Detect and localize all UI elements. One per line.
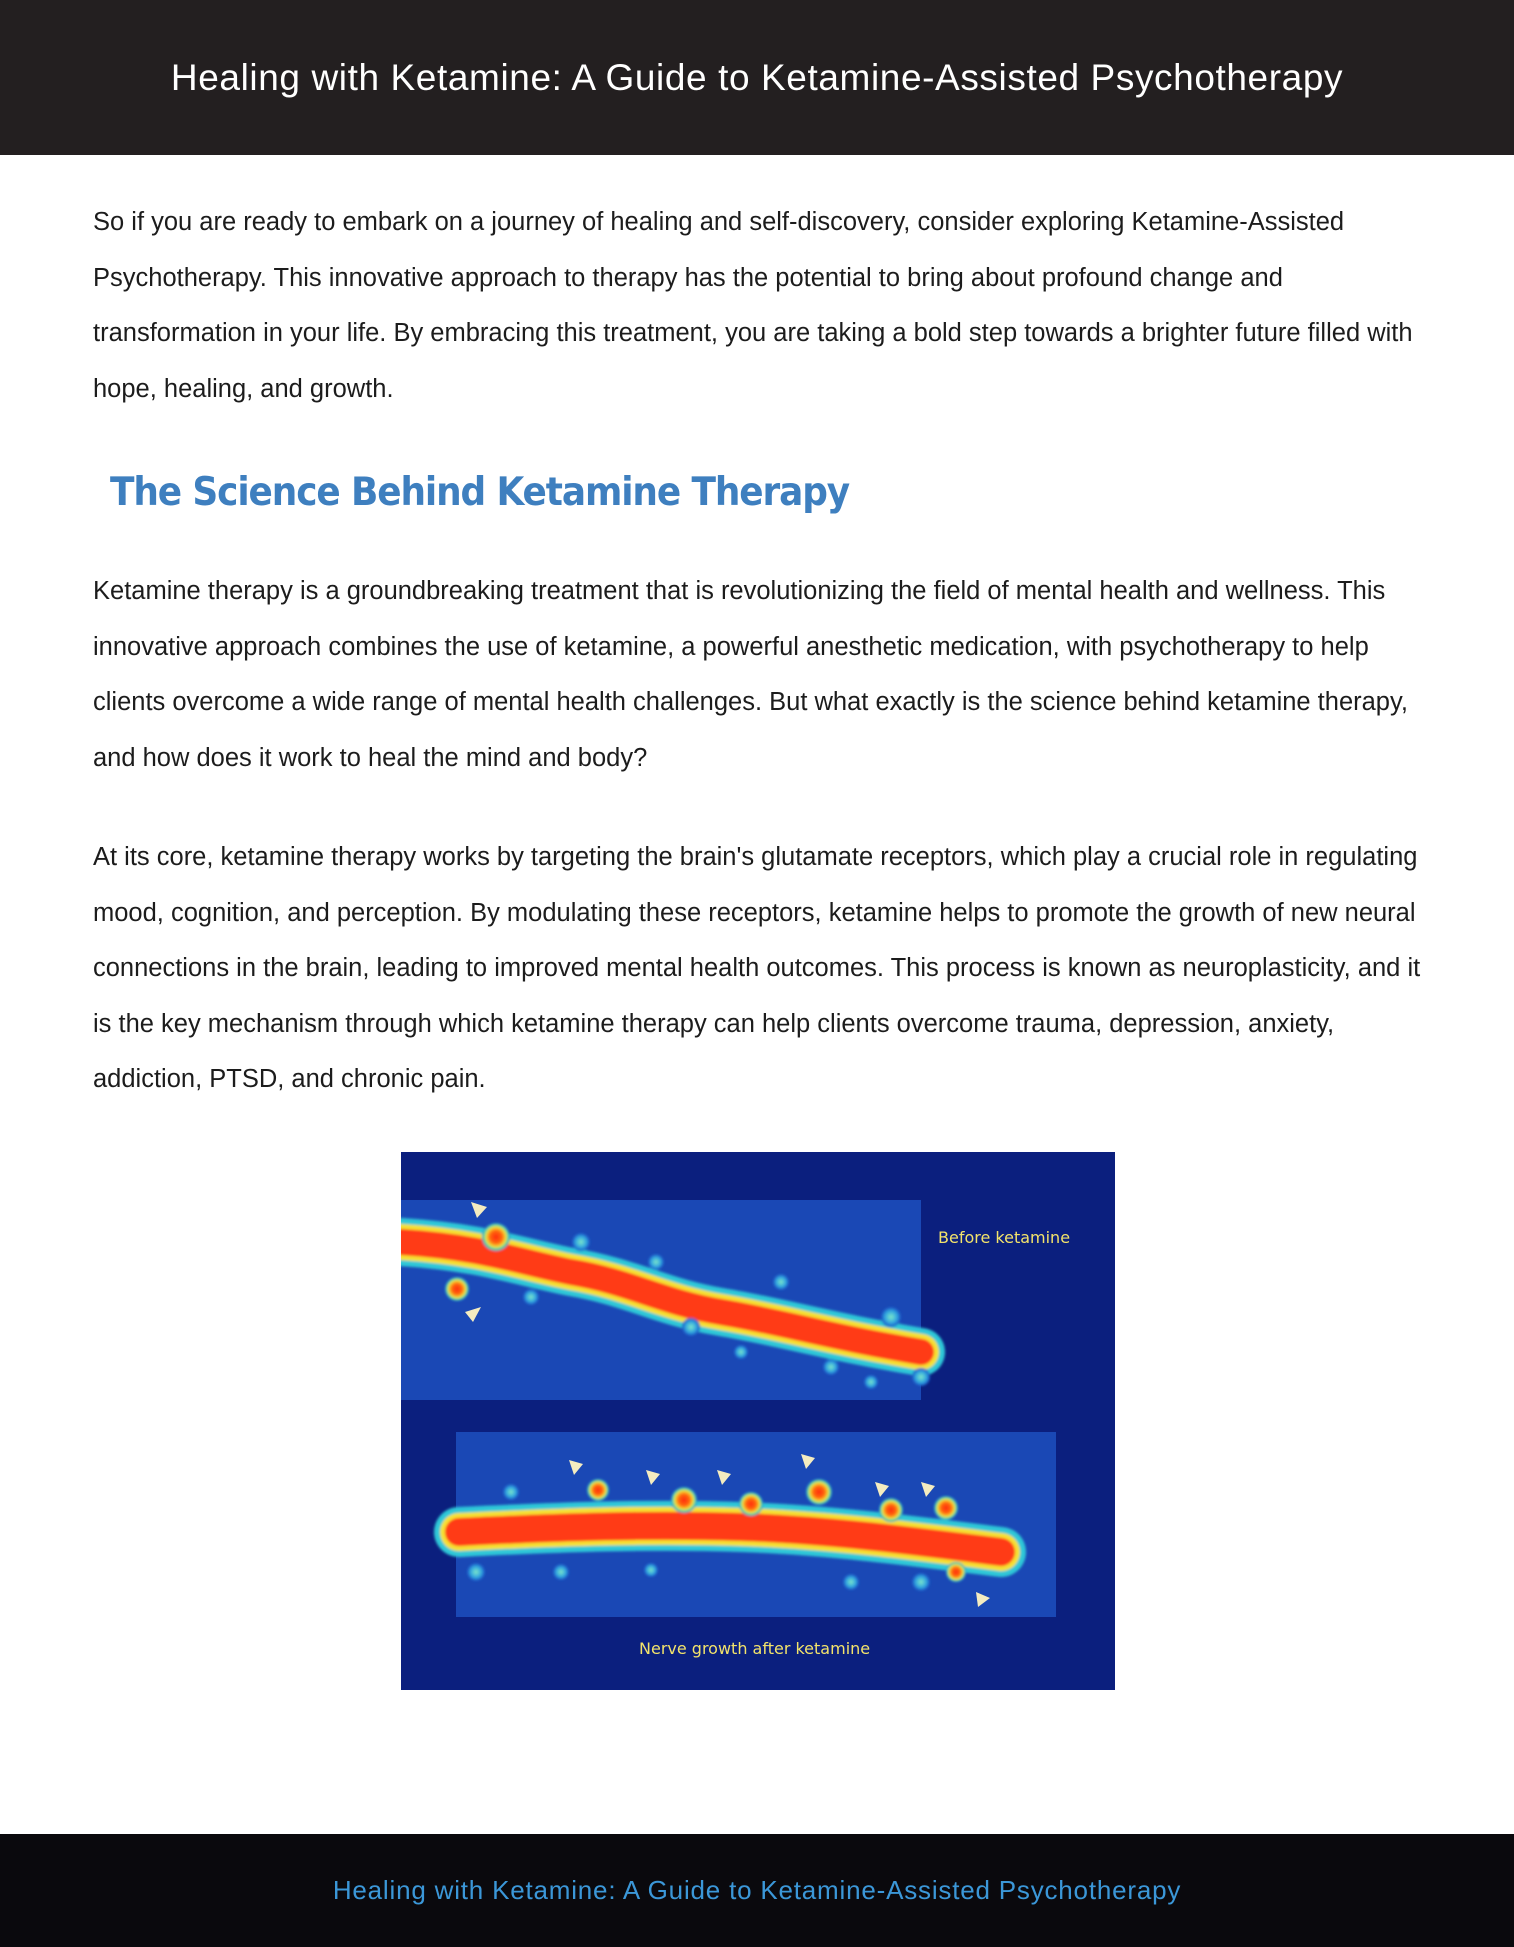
header-bar — [0, 0, 1514, 155]
intro-paragraph: So if you are ready to embark on a journey of healing and self-discovery, consider exploring Ketamine-Assisted Psychotherapy. This innovative approach to therapy has the potential to bring about profound change and transformation in your life. By embracing this treatment, you are taking a bold step towards a brighter future filled with hope, healing, and growth. — [93, 208, 1413, 403]
section-heading: The Science Behind Ketamine Therapy — [110, 470, 850, 515]
header-title: Healing with Ketamine: A Guide to Ketamine-Assisted Psychotherapy — [170, 56, 1344, 98]
label-before-ketamine: Before ketamine — [938, 1228, 1071, 1247]
footer-title: Healing with Ketamine: A Guide to Ketamine-Assisted Psychotherapy — [332, 1875, 1182, 1905]
footer-bar — [0, 1834, 1514, 1947]
body-paragraph-1: Ketamine therapy is a groundbreaking treatment that is revolutionizing the field of mental health and wellness. This innovative approach combines the use of ketamine, a powerful anesthetic medication, with psychotherapy to help clients overcome a wide range of mental health challenges. But what exactly is the science behind ketamine therapy, and how does it work to heal the mind and body? — [93, 577, 1408, 772]
label-after-ketamine: Nerve growth after ketamine — [639, 1639, 871, 1658]
neuron-micrograph-figure — [401, 1152, 1115, 1690]
body-paragraph-2: At its core, ketamine therapy works by targeting the brain's glutamate receptors, which play a crucial role in regulating mood, cognition, and perception. By modulating these receptors, ketamine helps to promote the growth of new neural connections in the brain, leading to improved mental health outcomes. This process is known as neuroplasticity, and it is the key mechanism through which ketamine therapy can help clients overcome trauma, depression, anxiety, addiction, PTSD, and chronic pain. — [93, 843, 1421, 1093]
